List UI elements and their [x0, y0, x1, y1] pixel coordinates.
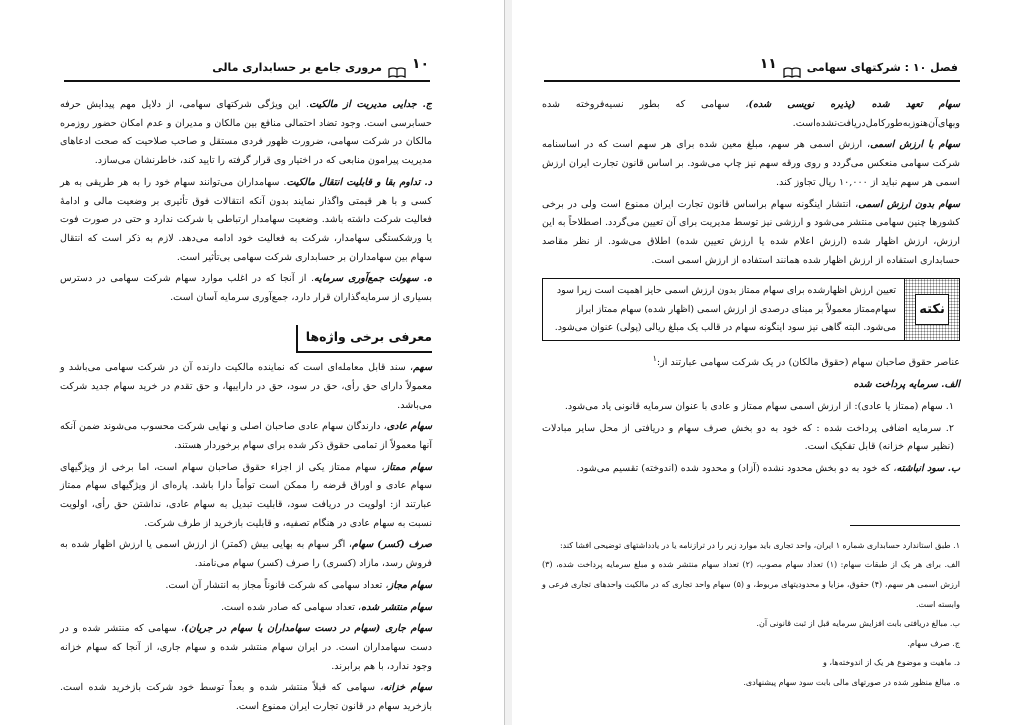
definition-text: . این ویژگی شرکتهای سهامی، از دلایل مهم پیدایش حرفه حسابرسی است. وجود تضاد احتمالی منافع بین مالکان و مدیران و عدم امکان حضور روزمره مالکان در شرکت سهامی، ضرورت ظهور فردی مستقل و صاحب صلاحیت که صحت ادعاهای مدیریت پیرامون منابعی که در اختیار وی قرار گرفته را تایید کند، خاطرنشان می‌سازد. — [60, 99, 432, 167]
list-item: ۲. سرمایه اضافی پرداخت شده : که خود به دو بخش صرف سهام و دریافتی از محل سایر مبادلات (نظیر سهام خزانه) قابل تفکیک است. — [542, 422, 954, 453]
definition-item — [60, 577, 432, 596]
left-header-rule — [64, 80, 430, 82]
footnote-line: ۱. طبق استاندارد حسابداری شماره ۱ ایران، واحد تجاری باید موارد زیر را در ترازنامه یا در یادداشتهای توضیحی افشا کند: — [559, 540, 960, 550]
definition-item — [542, 136, 960, 192]
definition-item — [60, 536, 432, 573]
term: ب. سود انباشته — [896, 463, 960, 475]
definition-item — [542, 96, 960, 133]
term: سهام با ارزش اسمی — [870, 139, 961, 151]
right-running-title: فصل ۱۰ : شرکتهای سهامی — [806, 60, 958, 74]
left-page-body — [60, 96, 432, 720]
definition-item — [60, 418, 432, 455]
note-box — [542, 278, 960, 341]
definition-item — [60, 620, 432, 676]
book-gutter — [505, 0, 512, 725]
definition-text: ، تعداد سهامی که شرکت قانوناً مجاز به انتشار آن است. — [165, 579, 389, 591]
note-text: تعیین ارزش اظهارشده برای سهام ممتاز بدون ارزش اسمی حایز اهمیت است زیرا سود سهام‌ممتاز معمولاً بر مبنای درصدی از ارزش اسمی (اظهار شده) سهام ممتاز ابراز می‌شود. البته گاهی نیز سود اینگونه سهام در قالب یک مبلغ ریالی (پولی) عنوان می‌شود. — [554, 285, 896, 333]
list-item: ۱. سهام (ممتاز یا عادی): از ارزش اسمی سهام ممتاز و عادی با عنوان سرمایه قانونی یاد می‌شود. — [564, 400, 954, 412]
book-icon — [388, 67, 406, 78]
definition-text: ، دارندگان سهام عادی صاحبان اصلی و نهایی شرکت محسوب می‌شوند ضمن آنکه آنها معمولاً از تمامی حقوق ذکر شده برای سهام برخوردار هستند. — [60, 421, 432, 451]
definition-item — [60, 459, 432, 534]
right-page-header — [759, 55, 958, 78]
paragraph — [60, 270, 432, 307]
term: سهام بدون ارزش اسمی — [858, 198, 960, 210]
footnote-line: الف. برای هر یک از طبقات سهام: (۱) تعداد سهام مصوب، (۲) تعداد سهام منتشر شده و مبلغ سرمایه پرداخت شده، (۳) ارزش اسمی هر سهم، (۴) حقوق، مزایا و محدودیتهای مربوط، و (۵) سهام واحد تجاری که در مالکیت واحدهای تجاری فرعی و وابسته است. — [542, 560, 960, 609]
definition-item — [542, 196, 960, 271]
footnotes — [542, 536, 960, 693]
note-label-text: نکته — [915, 294, 949, 325]
left-page-number: ۱۰ — [411, 55, 429, 72]
term: صرف (کسر) سهام — [352, 539, 432, 551]
term: سهام عادی — [386, 421, 433, 433]
book-icon — [783, 67, 801, 78]
list-item — [542, 460, 960, 479]
definition-text: . سهامداران می‌توانند سهام خود را به هر طریقی به هر کسی و با هر قیمتی واگذار نمایند بدون آنکه انتقالات فوق تأثیری بر وضعیت مالی و ادامهٔ فعالیت شرکت داشته باشد. وضعیت سهامدار ارتباطی با شرکت ندارد و حتی در صورت فوت یا ورشکستگی سهامدار، شرکت به فعالیت خود ادامه می‌دهد. لازم به ذکر است که انتقال سهام بین سهامداران بر حسابداری شرکت سهامی بی‌تأثیر است. — [60, 176, 432, 263]
term: سهام مجاز — [388, 579, 432, 591]
term: سهام ممتاز — [384, 461, 432, 473]
definition-text: ، سهامی که قبلاً منتشر شده و بعداً توسط خود شرکت بازخرید شده است. بازخرید سهام در قانون تجارت ایران ممنوع است. — [60, 682, 432, 713]
term: ه. سهولت جمع‌آوری سرمایه — [314, 273, 432, 285]
term: ج. جدایی مدیریت از مالکیت — [309, 99, 432, 110]
footnote-divider — [850, 525, 960, 526]
footnote-line: ه. مبالغ منظور شده در صورتهای مالی بابت سود سهام پیشنهادی. — [743, 677, 960, 687]
right-page-number: ۱۱ — [759, 55, 777, 72]
section-heading: معرفی برخی واژه‌ها — [296, 325, 432, 353]
definition-text: . از آنجا که در اغلب موارد سهام شرکت سهامی در دسترس بسیاری از سرمایه‌گذاران قرار دارد، جمع‌آوری سرمایه آسان است. — [60, 273, 432, 304]
left-page — [0, 0, 505, 725]
term: سهام منتشر شده — [361, 601, 432, 613]
footnote-line: ج. صرف سهام. — [907, 638, 960, 648]
intro-text: عناصر حقوق صاحبان سهام (حقوق مالکان) در یک شرکت سهامی عبارتند از: — [656, 357, 960, 369]
term: د. تداوم بقا و قابلیت انتقال مالکیت — [286, 176, 432, 188]
definition-text: ، سهامی که بطور نسیه‌فروخته شده وبهای‌آن‌هنوزبه‌طورکامل‌دریافت‌نشده‌است. — [542, 99, 960, 129]
paragraph — [60, 96, 432, 171]
right-page-body — [542, 96, 960, 692]
definition-text: ، تعداد سهامی که صادر شده است. — [220, 601, 362, 613]
term: سهام خزانه — [383, 682, 432, 694]
definition-item — [60, 679, 432, 716]
definition-text: ، سهامی که منتشر شده و در دست سهامداران است. در ایران سهام منتشر شده و سهام جاری، از آنجا که سهام خزانه وجود ندارد، با هم برابرند. — [60, 623, 432, 672]
note-label — [904, 279, 959, 340]
definition-text: ، سهام ممتاز یکی از اجزاء حقوق صاحبان سهام است، اما برخی از ویژگیهای سهام عادی و اوراق قرضه را ممکن است توأماً دارا باشد. پاره‌ای از ویژگیهای سهام ممتاز عبارتند از: اولویت در دریافت سود، قابلیت تبدیل به سهام عادی، نداشتن حق رأی، اولویت نسبت به سهام عادی در هنگام تصفیه، و قابلیت بازخرید از طرف شرکت. — [60, 461, 432, 529]
definition-text: ، ارزش اسمی هر سهم، مبلغ معین شده برای هر سهم است که در اساسنامه شرکت سهامی منعکس می‌گردد و روی ورقه سهم نیز چاپ می‌شود. بر اساس قانون تجارت ایران ارزش اسمی هر سهم نباید از ۱۰,۰۰۰ ریال تجاوز کند. — [542, 139, 960, 188]
footnote-line: د. ماهیت و موضوع هر یک از اندوخته‌ها، و — [822, 658, 960, 668]
definition-text: ، انتشار اینگونه سهام براساس قانون تجارت ایران ممنوع است ولی در برخی کشورها چنین سهامی منتشر می‌شود و ارزشی نیز توسط مدیریت برای آن تعیین می‌گردد. اصطلاحاً به این ارزش، ارزش اظهار شده (ارزش اعلام شده یا ارزش تعیین شده) اطلاق می‌شود. از نظر مقاصد حسابداری استفاده از ارزش اظهار شده همانند استفاده از ارزش اسمی است. — [542, 198, 960, 266]
term: سهام تعهد شده (پذیره نویسی شده) — [748, 99, 960, 110]
definition-item — [60, 359, 432, 415]
subheading: الف. سرمایه پرداخت شده — [853, 379, 960, 391]
definition-text: ، سند قابل معامله‌ای است که نماینده مالکیت دارنده آن در شرکت سهامی می‌باشد و معمولاً دارای حق رأی، حق در سود، حق در داراییها، و حق تقدم در خرید سهام جدید شرکت می‌باشد. — [60, 362, 432, 411]
right-header-rule — [544, 80, 960, 82]
left-running-title: مروری جامع بر حسابداری مالی — [212, 60, 382, 74]
right-page — [512, 0, 1016, 725]
definition-item — [60, 599, 432, 618]
term: سهام جاری (سهام در دست سهامداران یا سهام در جریان) — [184, 623, 432, 635]
definition-text: ، اگر سهام به بهایی بیش (کمتر) از ارزش اسمی یا ارزش اظهار شده به فروش رسد، مازاد (کسری) را صرف (کسر) سهام می‌نامند. — [60, 539, 432, 570]
left-page-header — [212, 55, 429, 78]
term: سهم — [413, 362, 432, 374]
paragraph — [60, 174, 432, 268]
footnote-reference: ۱ — [652, 354, 657, 364]
footnote-line: ب. مبالغ دریافتی بابت افزایش سرمایه قبل از ثبت قانونی آن. — [756, 619, 960, 629]
definition-text: ، که خود به دو بخش محدود نشده (آزاد) و محدود شده (اندوخته) تقسیم می‌شود. — [576, 463, 897, 475]
owners-equity-intro — [542, 351, 960, 373]
